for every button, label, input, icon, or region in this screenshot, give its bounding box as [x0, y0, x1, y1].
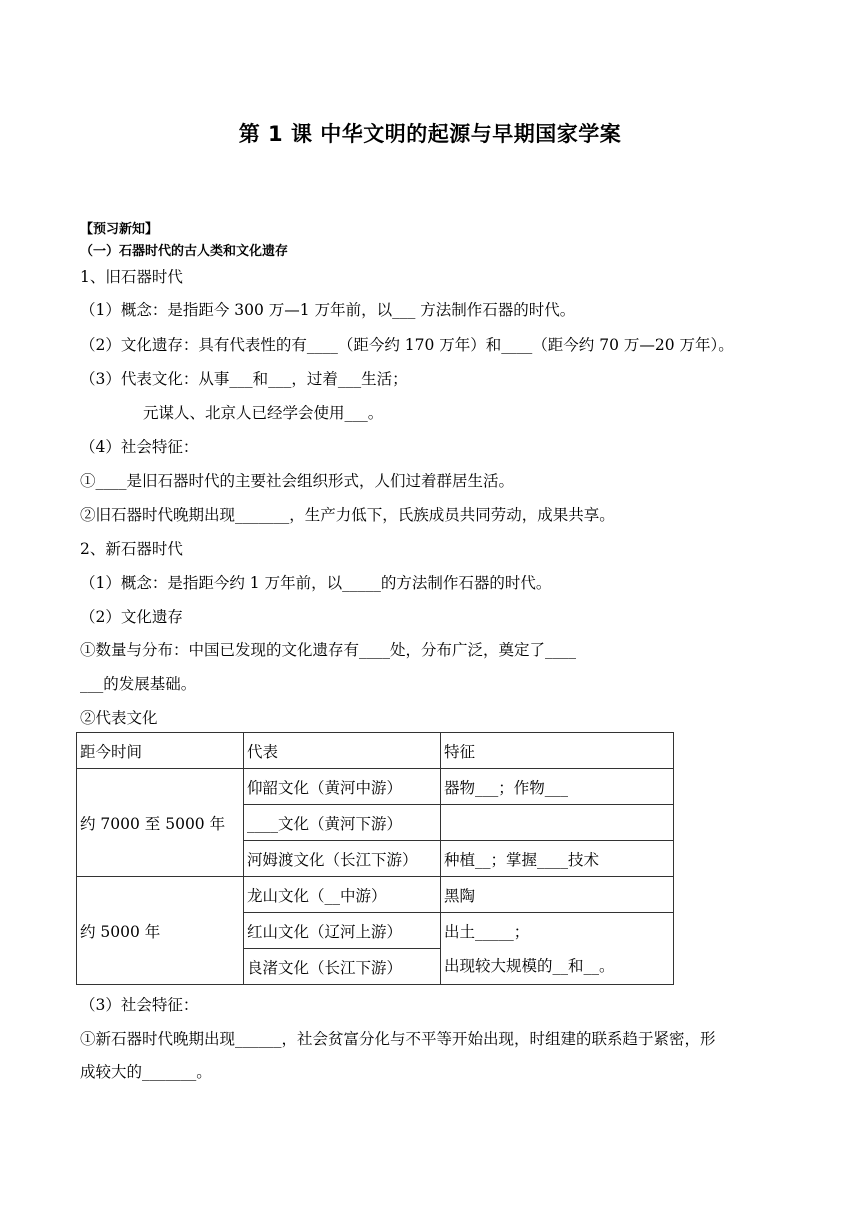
table-header-cell: 距今时间 — [77, 733, 244, 769]
text-line: ②代表文化 — [80, 709, 158, 727]
table-header-row — [77, 733, 674, 769]
text-line: ①____是旧石器时代的主要社会组织形式，人们过着群居生活。 — [80, 472, 515, 490]
text-line: （2）文化遗存：具有代表性的有____（距今约 170 万年）和____（距今约 70 万—20 万年）。 — [80, 336, 734, 354]
section-header: 【预习新知】 — [80, 222, 159, 237]
text-line: ②旧石器时代晚期出现_______，生产力低下，氏族成员共同劳动，成果共享。 — [80, 506, 615, 524]
sub-header: （一）石器时代的古人类和文化遗存 — [80, 244, 289, 259]
text-line: 元谋人、北京人已经学会使用___。 — [143, 404, 384, 422]
heading-neolithic: 2、新石器时代 — [80, 540, 183, 558]
table-cell: ____文化（黄河下游） — [244, 805, 441, 841]
text-line: （2）文化遗存 — [80, 608, 183, 626]
table-row — [77, 769, 674, 805]
table-cell-time: 约 5000 年 — [77, 877, 244, 985]
text-line: （3）代表文化：从事___和___，过着___生活； — [80, 370, 408, 388]
page-title: 第 1 课 中华文明的起源与早期国家学案 — [238, 122, 622, 146]
table-cell: 种植__；掌握____技术 — [441, 841, 674, 877]
culture-table — [76, 732, 674, 985]
heading-paleolithic: 1、旧石器时代 — [80, 268, 183, 286]
text-line: （4）社会特征： — [80, 438, 199, 456]
table-row — [77, 877, 674, 913]
table-cell — [441, 805, 674, 841]
table-cell-text: 出土_____； — [444, 922, 530, 941]
table-cell: 红山文化（辽河上游） — [244, 913, 441, 949]
text-line: ___的发展基础。 — [80, 675, 197, 693]
table-cell: 龙山文化（__中游） — [244, 877, 441, 913]
text-line: 成较大的_______。 — [80, 1063, 212, 1081]
table-cell-text: 出现较大规模的__和__。 — [444, 956, 615, 975]
table-cell: 河姆渡文化（长江下游） — [244, 841, 441, 877]
text-line: （1）概念：是指距今约 1 万年前，以_____的方法制作石器的时代。 — [80, 574, 552, 592]
text-line: （3）社会特征： — [80, 996, 199, 1014]
text-line: ①新石器时代晚期出现______，社会贫富分化与不平等开始出现，时组建的联系趋于紧密，形 — [80, 1030, 716, 1048]
text-line: ①数量与分布：中国已发现的文化遗存有____处，分布广泛，奠定了____ — [80, 641, 577, 659]
table-cell-merged — [441, 913, 674, 985]
table-cell: 器物___；作物___ — [441, 769, 674, 805]
table-header-cell: 特征 — [441, 733, 674, 769]
text-line: （1）概念：是指距今 300 万—1 万年前，以___ 方法制作石器的时代。 — [80, 301, 576, 319]
table-cell: 仰韶文化（黄河中游） — [244, 769, 441, 805]
table-cell: 良渚文化（长江下游） — [244, 949, 441, 985]
table-header-cell: 代表 — [244, 733, 441, 769]
table-cell-time: 约 7000 至 5000 年 — [77, 769, 244, 877]
table-cell: 黑陶 — [441, 877, 674, 913]
